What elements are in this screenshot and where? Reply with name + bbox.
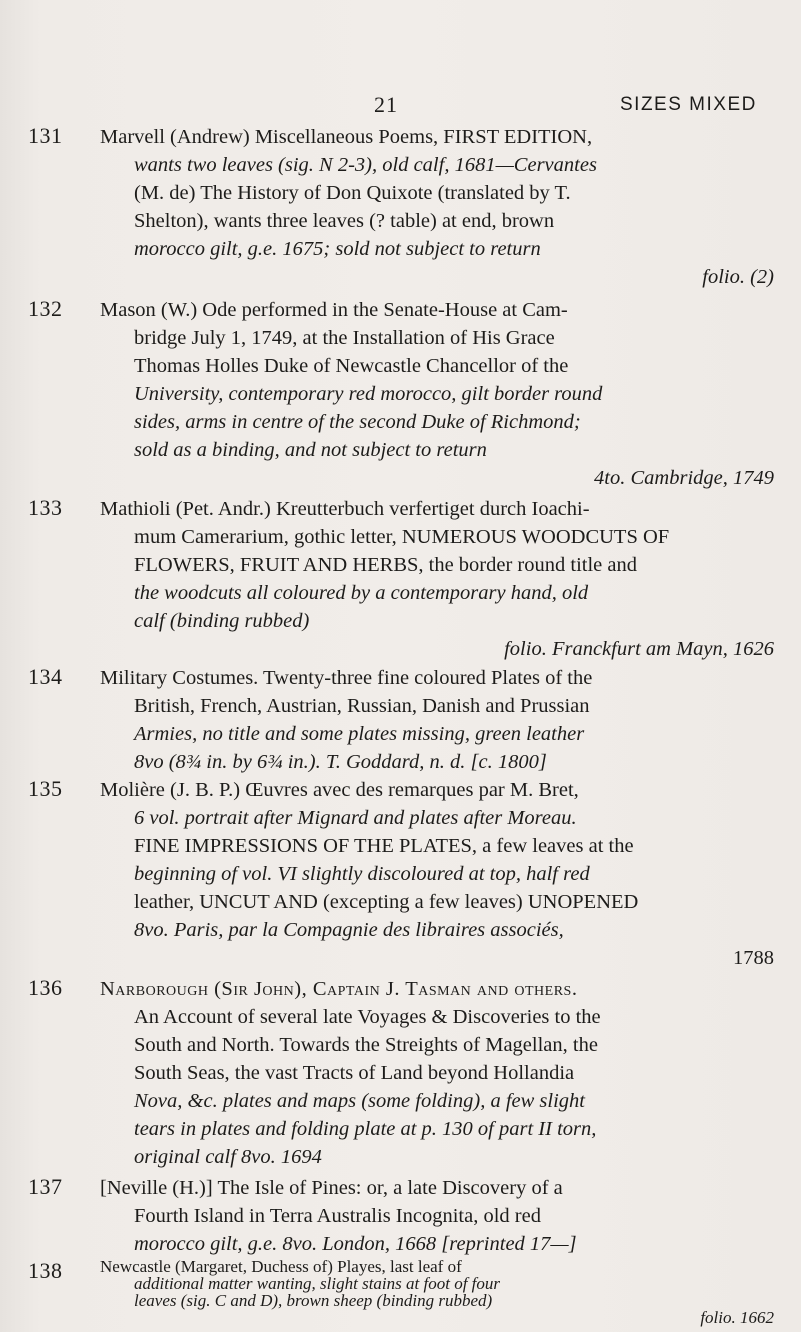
running-head: SIZES MIXED bbox=[620, 94, 757, 115]
lot-line: mum Camerarium, gothic letter, NUMEROUS WOODCUTS OF bbox=[134, 526, 670, 548]
lot-line: 6 vol. portrait after Mignard and plates after Moreau. bbox=[134, 807, 577, 829]
lot-description bbox=[100, 664, 780, 776]
lot-line: bridge July 1, 1749, at the Installation of His Grace bbox=[134, 327, 555, 349]
lot-format: original calf 8vo. 1694 bbox=[134, 1146, 322, 1168]
lot-description bbox=[100, 776, 780, 972]
lot-line: Fourth Island in Terra Australis Incognita, old red bbox=[134, 1205, 541, 1227]
lot-line: Military Costumes. Twenty-three fine coloured Plates of the bbox=[100, 667, 593, 689]
lot-format: folio. Franckfurt am Mayn, 1626 bbox=[504, 638, 774, 660]
lot-number: 136 bbox=[28, 975, 63, 1000]
lot-line: sold as a binding, and not subject to return bbox=[134, 439, 487, 461]
lot-line: leaves (sig. C and D), brown sheep (binding rubbed) bbox=[134, 1291, 493, 1310]
lot-format: 8vo (8¾ in. by 6¾ in.). T. Goddard, n. d. [c. 1800] bbox=[134, 751, 547, 773]
lot-number: 131 bbox=[28, 123, 63, 148]
lot-line: An Account of several late Voyages & Discoveries to the bbox=[134, 1006, 601, 1028]
lot-number: 134 bbox=[28, 664, 63, 689]
lot-number: 132 bbox=[28, 296, 63, 321]
lot-line: Molière (J. B. P.) Œuvres avec des remarques par M. Bret, bbox=[100, 779, 579, 801]
lot-line: (M. de) The History of Don Quixote (translated by T. bbox=[134, 182, 571, 204]
lot-line: British, French, Austrian, Russian, Danish and Prussian bbox=[134, 695, 590, 717]
lot-number: 133 bbox=[28, 495, 63, 520]
lot-line: Shelton), wants three leaves (? table) at end, brown bbox=[134, 210, 555, 232]
lot-line: additional matter wanting, slight stains at foot of four bbox=[134, 1274, 501, 1293]
lot-line: FLOWERS, FRUIT AND HERBS, the border round title and bbox=[134, 554, 637, 576]
lot-line: University, contemporary red morocco, gilt border round bbox=[134, 383, 603, 405]
lot-line: 8vo. Paris, par la Compagnie des libraires associés, bbox=[134, 919, 564, 941]
lot-line: Thomas Holles Duke of Newcastle Chancellor of the bbox=[134, 355, 569, 377]
lot-format: folio. 1662 bbox=[700, 1308, 774, 1327]
lot-number: 135 bbox=[28, 776, 63, 801]
lot-format: morocco gilt, g.e. 8vo. London, 1668 [reprinted 17—] bbox=[134, 1233, 577, 1255]
lot-line: Marvell (Andrew) Miscellaneous Poems, FIRST EDITION, bbox=[100, 126, 593, 148]
lot-line: the woodcuts all coloured by a contemporary hand, old bbox=[134, 582, 589, 604]
lot-line: beginning of vol. VI slightly discoloured at top, half red bbox=[134, 863, 590, 885]
lot-line: Nova, &c. plates and maps (some folding), a few slight bbox=[134, 1090, 585, 1112]
lot-line: South Seas, the vast Tracts of Land beyond Hollandia bbox=[134, 1062, 575, 1084]
lot-line: wants two leaves (sig. N 2-3), old calf, 1681—Cervantes bbox=[134, 154, 597, 176]
lot-line: Newcastle (Margaret, Duchess of) Playes, last leaf of bbox=[100, 1257, 462, 1276]
lot-line: Mathioli (Pet. Andr.) Kreutterbuch verfertiget durch Ioachi- bbox=[100, 498, 590, 520]
lot-line: tears in plates and folding plate at p. 130 of part II torn, bbox=[134, 1118, 597, 1140]
lot-format: 1788 bbox=[733, 947, 774, 969]
lot-number: 138 bbox=[28, 1258, 63, 1283]
lot-line: FINE IMPRESSIONS OF THE PLATES, a few leaves at the bbox=[134, 835, 634, 857]
lot-line: morocco gilt, g.e. 1675; sold not subject to return bbox=[134, 238, 541, 260]
lot-line: sides, arms in centre of the second Duke of Richmond; bbox=[134, 411, 581, 433]
lot-line: leather, UNCUT AND (excepting a few leaves) UNOPENED bbox=[134, 891, 639, 913]
lot-description bbox=[100, 123, 780, 291]
page-number: 21 bbox=[374, 92, 398, 117]
lot-line: Narborough (Sir John), Captain J. Tasman and others. bbox=[100, 978, 578, 1000]
lot-description bbox=[100, 495, 780, 663]
lot-description bbox=[100, 1258, 780, 1326]
lot-description bbox=[100, 975, 780, 1171]
lot-line: Armies, no title and some plates missing, green leather bbox=[134, 723, 585, 745]
lot-description bbox=[100, 296, 780, 492]
lot-description bbox=[100, 1174, 780, 1258]
lot-line: Mason (W.) Ode performed in the Senate-House at Cam- bbox=[100, 299, 568, 321]
lot-line: [Neville (H.)] The Isle of Pines: or, a late Discovery of a bbox=[100, 1177, 563, 1199]
lot-line: calf (binding rubbed) bbox=[134, 610, 310, 632]
lot-line: South and North. Towards the Streights of Magellan, the bbox=[134, 1034, 598, 1056]
lot-format: 4to. Cambridge, 1749 bbox=[594, 467, 774, 489]
lot-number: 137 bbox=[28, 1174, 63, 1199]
lot-format: folio. (2) bbox=[702, 266, 774, 288]
